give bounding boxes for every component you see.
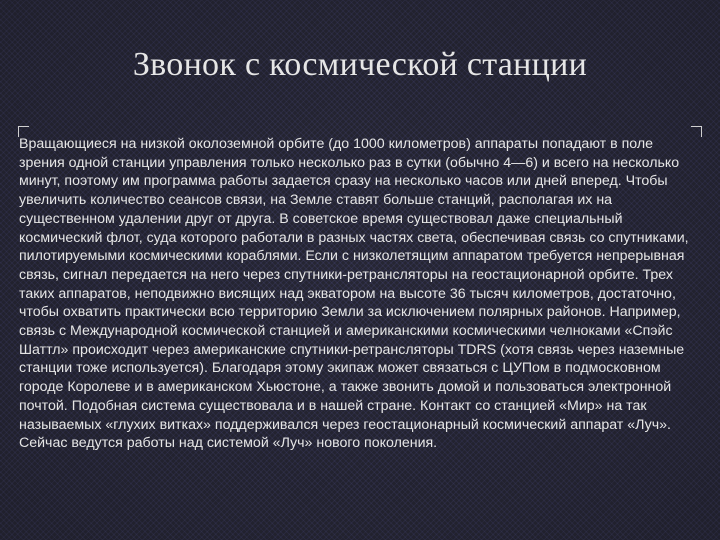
- slide-title: Звонок с космической станции: [132, 46, 588, 83]
- slide-body-text: Вращающиеся на низкой околоземной орбите (до 1000 километров) аппараты попадают в поле зрения одной станции управления только несколько раз в сутки (обычно 4—6) и всего на несколько минут, поэтому им программа работы задается сразу на несколько часов или дней вперед. Чтобы увеличить количество сеансов связи, на Земле ставят больше станций, располагая их на существенном удалении друг от друга. В советское время существовал даже специальный космический флот, суда которого работали в разных частях света, обеспечивая связь со спутниками, пилотируемыми космическими кораблями. Если с низколетящим аппаратом требуется непрерывная связь, сигнал передается на него через спутники-ретрансляторы на геостационарной орбите. Трех таких аппаратов, неподвижно висящих над экватором на высоте 36 тысяч километров, достаточно, чтобы охватить практически всю территорию Земли за исключением полярных районов. Например, связь с Международной космической станцией и американскими космическими челноками «Спэйс Шаттл» происходит через американские спутники-ретрансляторы TDRS (хотя связь через наземные станции тоже используется). Благодаря этому экипаж может связаться с ЦУПом в подмосковном городе Королеве и в американском Хьюстоне, а также звонить домой и пользоваться электронной почтой. Подобная система существовала и в нашей стране. Контакт со станцией «Мир» на так называемых «глухих витках» поддерживался через геостационарный космический аппарат «Луч». Сейчас ведутся работы над системой «Луч» нового поколения.: [19, 136, 689, 452]
